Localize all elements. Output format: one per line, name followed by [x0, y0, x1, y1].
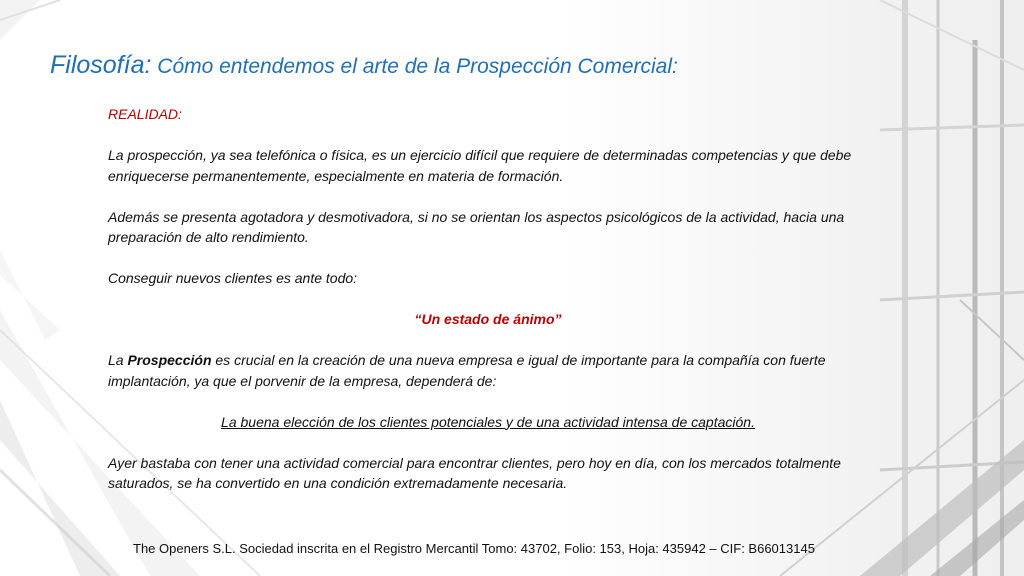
- paragraph-new-clients: Conseguir nuevos clientes es ante todo:: [108, 270, 358, 286]
- body-text: [108, 104, 868, 494]
- spacer: [108, 289, 868, 310]
- spacer: [108, 391, 868, 412]
- spacer: [108, 125, 868, 146]
- title-subtitle: Cómo entendemos el arte de la Prospección Comercial:: [151, 55, 678, 78]
- paragraph-crucial-rest: es crucial en la creación de una nueva empresa e igual de importante para la compañía con fuerte implantación, ya que el porvenir de la empresa, dependerá de:: [108, 352, 826, 389]
- spacer: [108, 186, 868, 207]
- highlight-statement: La buena elección de los clientes potenciales y de una actividad intensa de captación.: [221, 413, 755, 430]
- spacer: [108, 330, 868, 351]
- paragraph-crucial-prefix: La: [108, 352, 128, 368]
- title-main: Filosofía:: [50, 51, 152, 79]
- spacer: [108, 432, 868, 453]
- section-heading: REALIDAD:: [108, 106, 182, 122]
- paragraph-saturated-markets: Ayer bastaba con tener una actividad comercial para encontrar clientes, pero hoy en día, con los mercados totalmente saturados, se ha convertido en una condición extremadamente necesaria.: [108, 454, 841, 491]
- paragraph-crucial: [108, 350, 868, 391]
- page-title: [50, 44, 950, 81]
- paragraph-exhausting: Además se presenta agotadora y desmotivadora, si no se orientan los aspectos psicológicos de la actividad, hacia una preparación de alto rendimiento.: [108, 208, 845, 245]
- footer-legal-text: The Openers S.L. Sociedad inscrita en el Registro Mercantil Tomo: 43702, Folio: 153, Hoja: 435942 – CIF: B66013145: [133, 541, 815, 556]
- paragraph-prospection: La prospección, ya sea telefónica o física, es un ejercicio difícil que requiere de determinadas competencias y que debe enriquecerse permanentemente, especialmente en materia de formación.: [108, 147, 852, 184]
- quote-state-of-mind: “Un estado de ánimo”: [414, 311, 562, 327]
- spacer: [108, 248, 868, 269]
- prospection-keyword: Prospección: [127, 352, 212, 368]
